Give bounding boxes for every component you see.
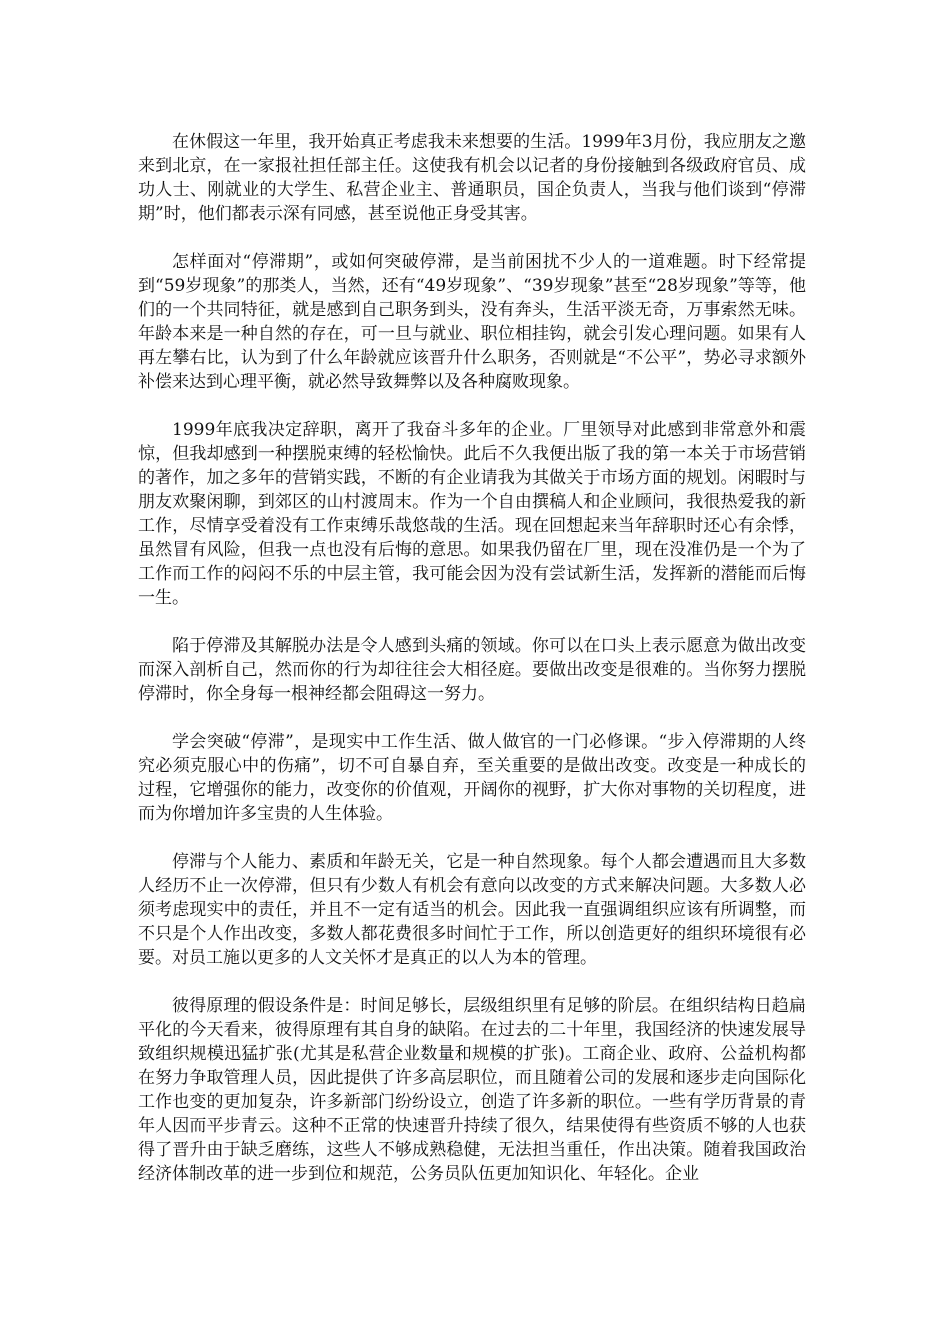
paragraph: 怎样面对“停滞期”，或如何突破停滞，是当前困扰不少人的一道难题。时下经常提到“59岁现象”的那类人，当然，还有“49岁现象”、“39岁现象”甚至“28岁现象”等等，他们的一个共同特征，就是感到自己职务到头，没有奔头，生活平淡无奇，万事索然无味。年龄本来是一种自然的存在，可一旦与就业、职位相挂钩，就会引发心理问题。如果有人再左攀右比，认为到了什么年龄就应该晋升什么职务，否则就是“不公平”，势必寻求额外补偿来达到心理平衡，就必然导致舞弊以及各种腐败现象。 (138, 252, 806, 392)
paragraph: 1999年底我决定辞职，离开了我奋斗多年的企业。厂里领导对此感到非常意外和震惊，但我却感到一种摆脱束缚的轻松愉快。此后不久我便出版了我的第一本关于市场营销的著作，加之多年的营销实践，不断的有企业请我为其做关于市场方面的规划。闲暇时与朋友欢聚闲聊，到郊区的山村渡周末。作为一个自由撰稿人和企业顾问，我很热爱我的新工作，尽情享受着没有工作束缚乐哉悠哉的生活。现在回想起来当年辞职时还心有余悸，虽然冒有风险，但我一点也没有后悔的意思。如果我仍留在厂里，现在没准仍是一个为了工作而工作的闷闷不乐的中层主管，我可能会因为没有尝试新生活，发挥新的潜能而后悔一生。 (138, 420, 806, 608)
paragraph: 学会突破“停滞”，是现实中工作生活、做人做官的一门必修课。“步入停滞期的人终究必须克服心中的伤痛”，切不可自暴自弃，至关重要的是做出改变。改变是一种成长的过程，它增强你的能力，改变你的价值观，开阔你的视野，扩大你对事物的关切程度，进而为你增加许多宝贵的人生体验。 (138, 732, 806, 824)
paragraph: 彼得原理的假设条件是：时间足够长，层级组织里有足够的阶层。在组织结构日趋扁平化的今天看来，彼得原理有其自身的缺陷。在过去的二十年里，我国经济的快速发展导致组织规模迅猛扩张(尤其是私营企业数量和规模的扩张)。工商企业、政府、公益机构都在努力争取管理人员，因此提供了许多高层职位，而且随着公司的发展和逐步走向国际化工作也变的更加复杂，许多新部门纷纷设立，创造了许多新的职位。一些有学历背景的青年人因而平步青云。这种不正常的快速晋升持续了很久，结果使得有些资质不够的人也获得了晋升由于缺乏磨练，这些人不够成熟稳健，无法担当重任，作出决策。随着我国政治经济体制改革的进一步到位和规范，公务员队伍更加知识化、年轻化。企业 (138, 996, 806, 1184)
paragraph: 陷于停滞及其解脱办法是令人感到头痛的领域。你可以在口头上表示愿意为做出改变而深入剖析自己，然而你的行为却往往会大相径庭。要做出改变是很难的。当你努力摆脱停滞时，你全身每一根神经都会阻碍这一努力。 (138, 636, 806, 704)
paragraph: 停滞与个人能力、素质和年龄无关，它是一种自然现象。每个人都会遭遇而且大多数人经历不止一次停滞，但只有少数人有机会有意向以改变的方式来解决问题。大多数人必须考虑现实中的责任，并且不一定有适当的机会。因此我一直强调组织应该有所调整，而不只是个人作出改变，多数人都花费很多时间忙于工作，所以创造更好的组织环境很有必要。对员工施以更多的人文关怀才是真正的以人为本的管理。 (138, 852, 806, 968)
paragraph: 在休假这一年里，我开始真正考虑我未来想要的生活。1999年3月份，我应朋友之邀来到北京，在一家报社担任部主任。这使我有机会以记者的身份接触到各级政府官员、成功人士、刚就业的大学生、私营企业主、普通职员，国企负责人，当我与他们谈到“停滞期”时，他们都表示深有同感，甚至说他正身受其害。 (138, 132, 806, 224)
document-body (138, 130, 806, 1186)
